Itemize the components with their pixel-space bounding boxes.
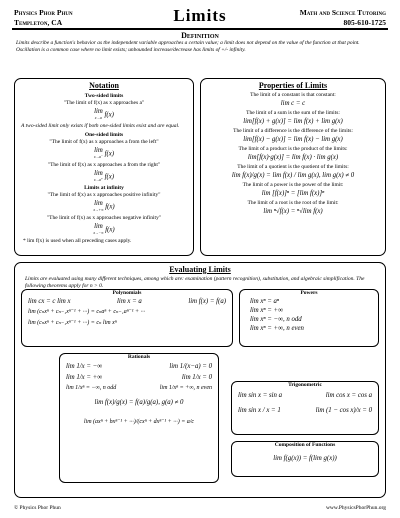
rational-item: lim 1/x = −∞ — [66, 363, 103, 370]
phone-number: 805-610-1725 — [343, 18, 386, 27]
rational-item: lim 1/xⁿ = −∞, n odd — [66, 385, 117, 391]
poly-substitution: lim f(x) = f(a) — [188, 298, 226, 305]
page-title: Limits — [173, 6, 227, 25]
one-sided-heading: One-sided limits — [84, 132, 124, 138]
tutoring-label: Math and Science Tutoring — [299, 8, 386, 17]
power-item: lim xⁿ = aⁿ — [250, 298, 280, 305]
star-note: * lim f(x) is used when all preceding cases apply. — [23, 238, 132, 244]
rational-item: lim (axⁿ + bxⁿ⁻¹ + ···)/(cxⁿ + dxⁿ⁻¹ + ···) = a/c — [83, 419, 195, 425]
header-rule — [12, 28, 388, 30]
left-limit-text: "The limit of f(x) as x approaches a from the left" — [49, 139, 159, 145]
right-limit-formula: lim x→a⁺ f(x) — [93, 170, 115, 182]
notation-box — [14, 78, 194, 256]
neg-inf-formula: lim x→−∞ f(x) — [93, 223, 115, 235]
definition-title: Definition — [181, 31, 219, 40]
header-right — [300, 8, 386, 28]
footer-copyright: © Physics Phor Phun — [14, 505, 61, 511]
properties-box — [200, 78, 386, 256]
pos-inf-text: "The limit of f(x) as x approaches positive infinity" — [47, 192, 161, 198]
property-text: The limit of a power is the power of the limit: — [242, 182, 344, 188]
power-item: lim xⁿ = −∞, n odd — [250, 316, 302, 323]
property-text: The limit of a root is the root of the limit: — [247, 200, 339, 206]
poly-const-multiple: lim cx = c lim x — [28, 298, 71, 305]
power-item: lim xⁿ = +∞, n even — [250, 325, 304, 332]
company-name: Physics Phor Phun — [14, 8, 73, 17]
poly-infinite: lim (cₙxⁿ + cₙ₋₁xⁿ⁻¹ + ···) = cₙ lim xⁿ — [28, 320, 117, 326]
trig-item: lim (1 − cos x)/x = 0 — [315, 407, 372, 414]
rational-item: lim 1/(x−a) = 0 — [169, 363, 212, 370]
property-formula: lim f(x)/g(x) = lim f(x) / lim g(x), lim g(x) ≠ 0 — [231, 172, 355, 179]
right-limit-text: "The limit of f(x) as x approaches a from the right" — [47, 162, 161, 168]
property-formula: lim[f(x) + g(x)] = lim f(x) + lim g(x) — [243, 118, 343, 125]
composition-title: Composition of Functions — [274, 442, 336, 448]
definition-text: Limits describe a function's behavior as the independent variable approaches a certain value; a limit does not depend on the value of the function at that point. Oscillation is a common case where no limit exists; unbounded increase/decrease has limits of +/- infinity. — [16, 40, 360, 53]
rational-item: lim 1/xⁿ = +∞, n even — [159, 385, 212, 391]
property-formula: lim[f(x)·g(x)] = lim f(x) · lim g(x) — [247, 154, 339, 161]
notation-title: Notation — [89, 81, 119, 90]
property-formula: lim [f(x)]ⁿ = [lim f(x)]ⁿ — [261, 190, 325, 197]
composition-box — [231, 441, 379, 477]
evaluating-box — [14, 262, 386, 498]
two-sided-formula: lim x→a f(x) — [94, 108, 114, 120]
rationals-box — [59, 353, 219, 483]
infinity-heading: Limits at infinity — [84, 185, 124, 191]
left-limit-formula: lim x→a⁻ f(x) — [93, 147, 115, 159]
rational-item: lim 1/x = +∞ — [66, 374, 103, 381]
properties-title: Properties of Limits — [258, 81, 328, 90]
two-sided-text: "The limit of f(x) as x approaches a" — [63, 100, 145, 106]
footer-website[interactable]: www.PhysicsPhorPhun.org — [325, 505, 386, 511]
property-text: The limit of a product is the product of the limits: — [238, 146, 348, 152]
property-formula: lim c = c — [280, 100, 306, 107]
rational-item: lim 1/x = 0 — [181, 374, 212, 381]
trig-box — [231, 381, 379, 435]
evaluating-title: Evaluating Limits — [169, 265, 231, 274]
neg-inf-text: "The limit of f(x) as x approaches negative infinity" — [46, 215, 162, 221]
evaluating-intro: Limits are evaluated using many different techniques, among which are: examination (pattern recognition), substitution, and algebraic simplification. The following theorems apply for n > 0. — [25, 276, 365, 289]
pos-inf-formula: lim x→+∞ f(x) — [93, 200, 115, 212]
rationals-title: Rationals — [127, 354, 151, 360]
polynomials-title: Polynomials — [112, 290, 142, 296]
powers-title: Powers — [300, 290, 318, 296]
property-formula: lim ⁿ√f(x) = ⁿ√lim f(x) — [263, 208, 323, 215]
powers-box — [239, 289, 379, 347]
property-text: The limit of a difference is the difference of the limits: — [233, 128, 353, 134]
property-formula: lim[f(x) − g(x)] = lim f(x) − lim g(x) — [243, 136, 343, 143]
poly-finite: lim (cₙxⁿ + cₙ₋₁xⁿ⁻¹ + ···) = cₙaⁿ + cₙ₋₁aⁿ⁻¹ + ··· — [28, 309, 146, 315]
property-text: The limit of a sum is the sum of the limits: — [246, 110, 340, 116]
property-text: The limit of a quotient is the quotient of the limits: — [237, 164, 349, 170]
poly-identity: lim x = a — [117, 298, 142, 305]
company-location: Templeton, CA — [14, 18, 63, 27]
two-sided-note: A two-sided limit only exists if both one-sided limits exist and are equal. — [21, 123, 180, 129]
power-item: lim xⁿ = +∞ — [250, 307, 283, 314]
polynomials-box — [21, 289, 233, 347]
rational-item: lim f(x)/g(x) = f(a)/g(a), g(a) ≠ 0 — [94, 399, 184, 406]
trig-title: Trigonometric — [288, 382, 322, 388]
trig-item: lim sin x / x = 1 — [238, 407, 281, 414]
trig-item: lim cos x = cos a — [325, 392, 372, 399]
property-text: The limit of a constant is that constant: — [250, 92, 336, 98]
trig-item: lim sin x = sin a — [238, 392, 283, 399]
two-sided-heading: Two-sided limits — [84, 93, 124, 99]
composition-formula: lim f(g(x)) = f(lim g(x)) — [273, 455, 337, 462]
